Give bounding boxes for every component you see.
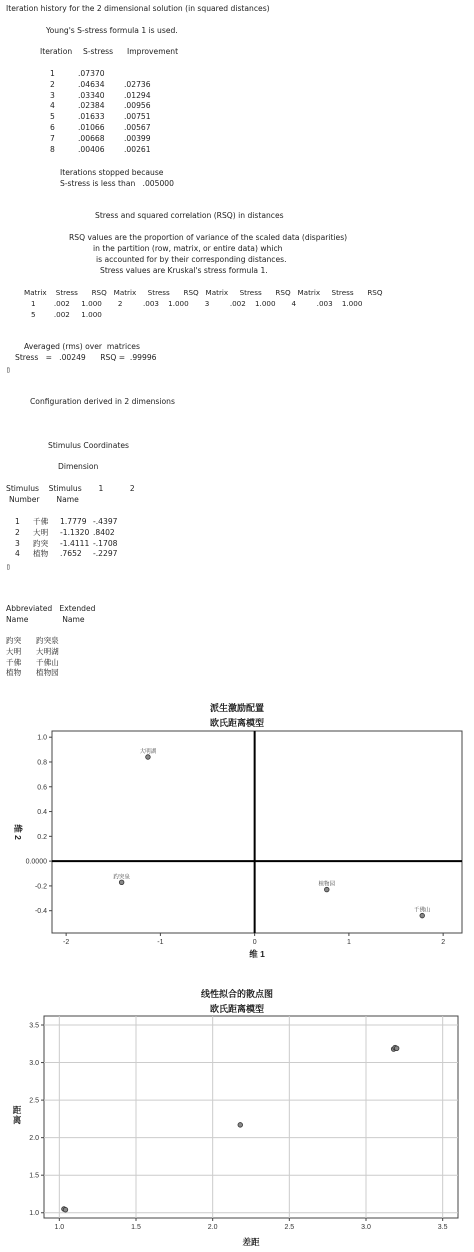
iteration-number: 7 — [50, 133, 55, 143]
x-tick-label: 1 — [346, 939, 351, 946]
iteration-improvement: .00956 — [124, 101, 151, 111]
chart1-title: 派生激励配置 — [209, 704, 264, 714]
iteration-sstress: .00406 — [78, 144, 105, 154]
y-tick-label: 0.4 — [37, 809, 47, 817]
x-tick-label: 1.0 — [54, 1224, 65, 1231]
iteration-sstress: .03340 — [78, 90, 105, 100]
iteration-improvement: .00399 — [124, 133, 151, 143]
coord-dim2: .8402 — [93, 527, 115, 537]
y-tick-label: 0.2 — [37, 833, 47, 841]
iteration-number: 2 — [50, 79, 55, 89]
stop-reason-line1: Iterations stopped because — [60, 168, 164, 177]
stop-reason-line2: S-stress is less than .005000 — [60, 179, 174, 188]
abbrev-full: 植物园 — [36, 668, 59, 678]
abbrev-short: 千佛 — [6, 657, 22, 667]
abbrev-full: 趵突泉 — [36, 636, 59, 645]
coord-number: 1 — [15, 517, 20, 526]
iteration-number: 1 — [50, 69, 55, 78]
y-tick-label: -0.2 — [34, 883, 47, 891]
rsq-note-4: Stress values are Kruskal's stress formula 1. — [100, 266, 268, 275]
abbrev-full: 千佛山 — [36, 657, 59, 667]
y-tick-label: -0.4 — [34, 908, 47, 916]
data-point — [394, 1046, 399, 1051]
data-point — [63, 1207, 68, 1212]
point-label: 趵突泉 — [113, 874, 130, 881]
iteration-number: 6 — [50, 123, 55, 132]
point-label: 植物园 — [318, 881, 336, 888]
iteration-number: 3 — [50, 90, 55, 100]
rsq-note-2: in the partition (row, matrix, or entire data) which — [93, 244, 283, 253]
abbrev-header-1: Abbreviated Extended — [6, 604, 96, 613]
y-axis-label: 离 — [12, 1115, 22, 1125]
iter-header-iteration: Iteration — [40, 47, 73, 56]
iteration-improvement: .00751 — [124, 112, 151, 122]
x-tick-label: 1.5 — [131, 1224, 141, 1231]
iteration-sstress: .04634 — [78, 79, 105, 89]
iteration-number: 4 — [50, 101, 55, 111]
x-tick-label: -1 — [157, 939, 164, 946]
point-label: 千佛山 — [413, 907, 431, 914]
rsq-note-1: RSQ values are the proportion of variance of the scaled data (disparities) — [69, 233, 348, 242]
coord-dim1: .7652 — [60, 549, 82, 559]
chart2-subtitle: 欧氏距离模型 — [209, 1005, 264, 1015]
x-axis-label: 维 1 — [249, 949, 265, 959]
iteration-number: 8 — [50, 144, 55, 154]
coord-number: 4 — [15, 549, 20, 559]
iteration-sstress: .07370 — [78, 69, 105, 78]
iteration-sstress: .01066 — [78, 123, 105, 132]
abbrev-short: 趵突 — [6, 636, 22, 645]
data-point — [238, 1123, 243, 1128]
abbrev-header-2: Name Name — [6, 615, 85, 624]
coord-header-1: Stimulus Stimulus 1 2 — [6, 484, 135, 493]
chart1-subtitle: 欧氏距离模型 — [209, 719, 264, 729]
end-marker-2: ▯ — [6, 562, 11, 571]
iteration-sstress: .00668 — [78, 133, 105, 143]
point-label: 大明湖 — [139, 748, 157, 755]
x-tick-label: 2.5 — [284, 1224, 295, 1231]
y-tick-label: 0.0000 — [25, 858, 47, 866]
configuration-title: Configuration derived in 2 dimensions — [30, 397, 175, 406]
y-tick-label: 1.0 — [29, 1210, 39, 1218]
y-tick-label: 2.0 — [29, 1135, 39, 1143]
x-tick-label: 2 — [441, 939, 446, 946]
stress-rsq-line: Stress = .00249 RSQ = .99996 — [15, 353, 157, 362]
y-tick-label: 3.0 — [29, 1060, 39, 1068]
iteration-improvement: .00567 — [124, 123, 151, 132]
coord-name: 趵突 — [33, 538, 49, 548]
data-point — [119, 880, 124, 885]
data-point — [420, 913, 425, 918]
plot-area — [52, 731, 462, 933]
matrix-header: Matrix Stress RSQ Matrix Stress RSQ Matrix Stress RSQ Matrix Stress RSQ — [24, 288, 383, 297]
y-tick-label: 1.5 — [29, 1172, 39, 1180]
y-axis-label: 距 — [12, 1105, 22, 1115]
x-tick-label: 2.0 — [207, 1224, 218, 1231]
formula-note: Young's S-stress formula 1 is used. — [46, 26, 178, 35]
iteration-improvement: .01294 — [124, 90, 151, 100]
coord-dim2: -.4397 — [93, 517, 118, 526]
y-tick-label: 0.8 — [37, 759, 47, 767]
coord-name: 千佛 — [33, 517, 49, 526]
iteration-sstress: .02384 — [78, 101, 105, 111]
data-point — [324, 887, 329, 892]
stimulus-coordinates-title: Stimulus Coordinates — [48, 441, 129, 450]
x-axis-label: 差距 — [242, 1237, 260, 1247]
y-tick-label: 1.0 — [37, 734, 47, 742]
x-tick-label: 0 — [252, 939, 257, 946]
y-tick-label: 3.5 — [29, 1022, 39, 1030]
y-axis-label: 维 2 — [13, 824, 23, 840]
x-tick-label: 3.0 — [361, 1224, 371, 1231]
iteration-history-title: Iteration history for the 2 dimensional solution (in squared distances) — [6, 4, 270, 13]
dimension-label: Dimension — [58, 462, 99, 471]
iteration-number: 5 — [50, 112, 55, 122]
y-tick-label: 0.6 — [37, 784, 47, 792]
end-marker: ▯ — [6, 365, 11, 374]
coord-dim1: 1.7779 — [60, 517, 87, 526]
iteration-sstress: .01633 — [78, 112, 105, 122]
x-tick-label: -2 — [63, 939, 70, 946]
coord-name: 植物 — [33, 549, 49, 559]
abbrev-full: 大明湖 — [36, 646, 59, 656]
coord-dim1: -1.4111 — [60, 538, 90, 548]
averaged-line: Averaged (rms) over matrices — [24, 342, 140, 351]
coord-dim2: -.2297 — [93, 549, 118, 559]
y-tick-label: 2.5 — [29, 1097, 39, 1105]
rsq-note-3: is accounted for by their corresponding distances. — [96, 255, 287, 264]
coord-dim1: -1.1320 — [60, 527, 90, 537]
coord-dim2: -.1708 — [93, 538, 118, 548]
coord-name: 大明 — [33, 527, 49, 537]
derived-stimulus-configuration-chart — [0, 727, 474, 963]
matrix-row-1: 1 .002 1.000 2 .003 1.000 3 .002 1.000 4 .003 1.000 — [31, 299, 363, 308]
x-tick-label: 3.5 — [437, 1224, 448, 1231]
coord-header-2: Number Name — [9, 495, 79, 504]
abbrev-short: 植物 — [6, 668, 22, 678]
coord-number: 3 — [15, 538, 20, 548]
linear-fit-scatter-chart — [0, 1012, 474, 1252]
iteration-improvement: .00261 — [124, 144, 151, 154]
matrix-row-2: 5 .002 1.000 — [31, 310, 102, 319]
abbrev-short: 大明 — [6, 646, 22, 656]
coord-number: 2 — [15, 527, 20, 537]
data-point — [146, 755, 151, 760]
chart2-title: 线性拟合的散点图 — [200, 990, 273, 1000]
iter-header-improvement: Improvement — [127, 47, 179, 56]
iteration-improvement: .02736 — [124, 79, 151, 89]
iter-header-sstress: S-stress — [83, 47, 114, 56]
rsq-title: Stress and squared correlation (RSQ) in distances — [95, 211, 284, 220]
